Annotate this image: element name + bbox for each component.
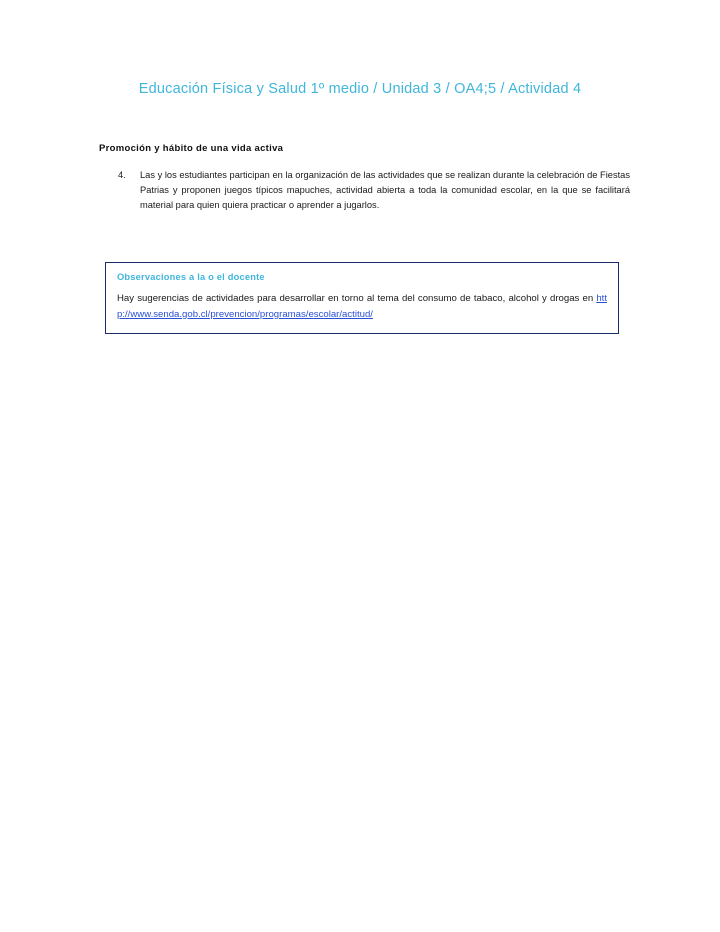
teacher-note-body <box>117 291 607 322</box>
section-heading: Promoción y hábito de una vida activa <box>99 143 284 154</box>
activity-list <box>118 168 630 213</box>
list-item-text: Las y los estudiantes participan en la organización de las actividades que se realizan durante la celebración de Fiestas Patrias y proponen juegos típicos mapuches, actividad abierta a toda la comunidad escolar, en la que se facilitará material para quien quiera practicar o aprender a jugarlos. <box>140 170 630 211</box>
page-title: Educación Física y Salud 1º medio / Unidad 3 / OA4;5 / Actividad 4 <box>138 81 582 97</box>
list-item <box>118 168 630 213</box>
list-item-number: 4. <box>118 170 126 180</box>
teacher-note-title: Observaciones a la o el docente <box>117 272 265 282</box>
senda-link[interactable]: http://www.senda.gob.cl/prevencion/programas/escolar/actitud/ <box>117 293 607 320</box>
teacher-note-text: Hay sugerencias de actividades para desarrollar en torno al tema del consumo de tabaco, alcohol y drogas en <box>117 293 597 304</box>
teacher-note-box <box>105 262 619 334</box>
